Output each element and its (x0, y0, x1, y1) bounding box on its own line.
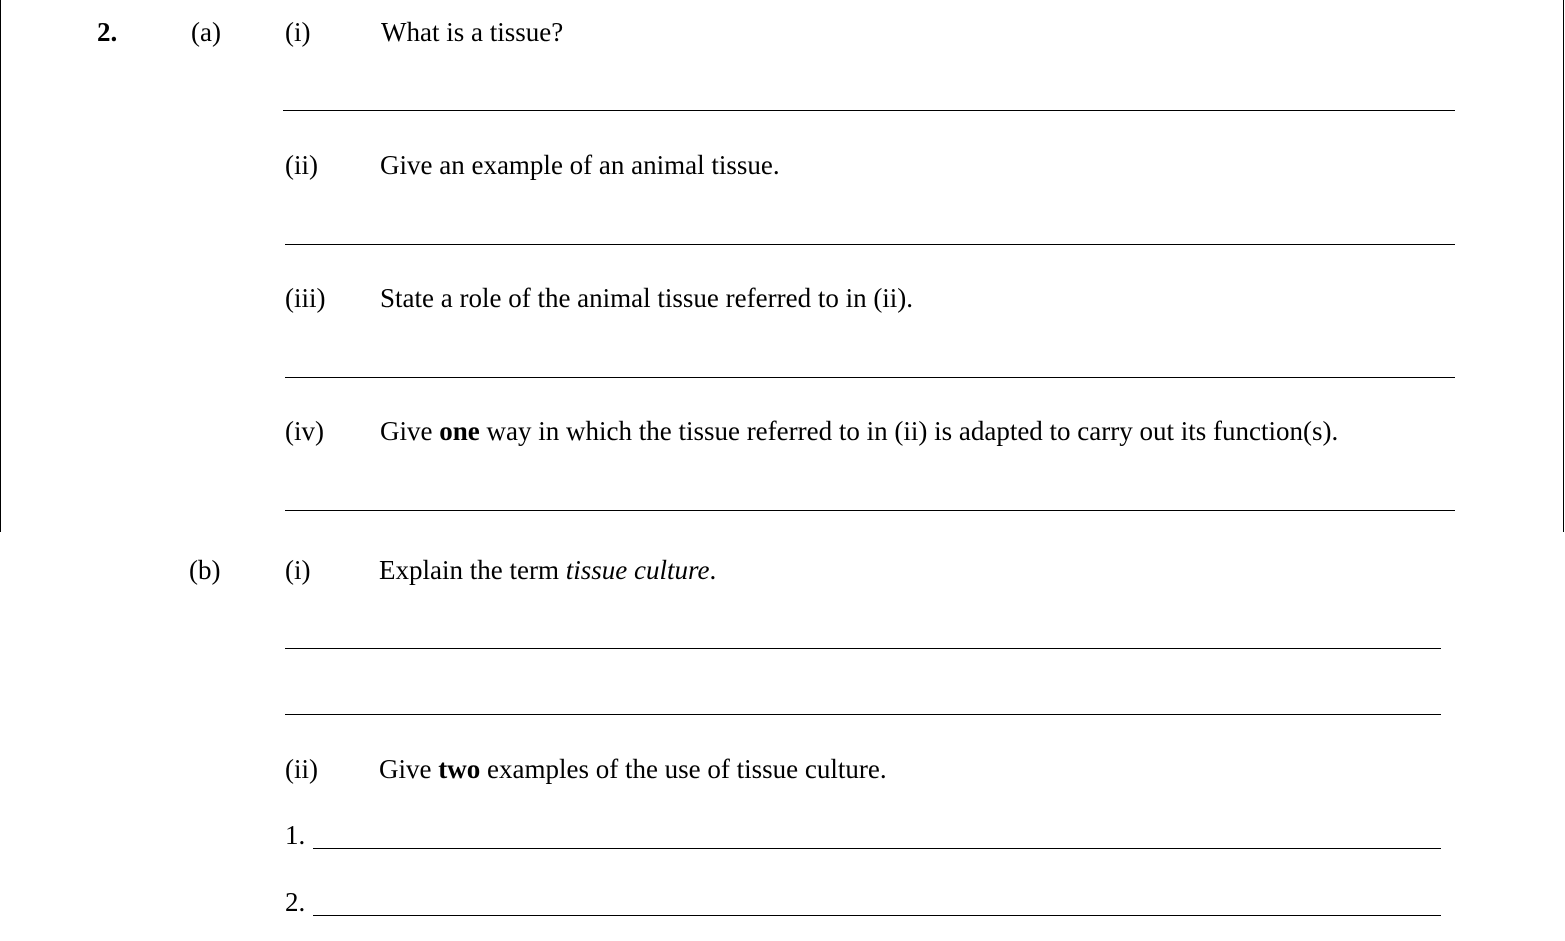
part-a-i-label: (i) (285, 17, 311, 47)
part-b-ii-text-before: Give (379, 754, 439, 784)
part-b-i-label: (i) (285, 555, 311, 585)
part-b-ii-text-after: examples of the use of tissue culture. (480, 754, 887, 784)
page-right-border (1563, 0, 1564, 532)
part-a-iv-label: (iv) (285, 416, 324, 446)
part-a-iv-question (380, 418, 1338, 445)
part-b-i-text-after: . (709, 555, 717, 585)
answer-number-1: 1. (285, 820, 306, 850)
part-b-i-question (379, 557, 716, 584)
part-a-iv-text-after: way in which the tissue referred to in (ii) is adapted to carry out its function(s). (479, 416, 1339, 446)
answer-line-a-ii[interactable] (285, 244, 1455, 245)
part-a-label: (a) (191, 17, 221, 47)
answer-line-a-iv[interactable] (285, 510, 1455, 511)
answer-line-a-i[interactable] (283, 110, 1455, 111)
answer-line-a-iii[interactable] (285, 377, 1455, 378)
page-left-border (0, 0, 1, 532)
part-b-label: (b) (189, 555, 221, 585)
part-b-ii-bold: two (438, 754, 481, 784)
question-number: 2. (97, 17, 118, 47)
answer-number-2: 2. (285, 887, 306, 917)
part-a-i-question: What is a tissue? (381, 17, 564, 47)
part-a-ii-label: (ii) (285, 150, 318, 180)
part-a-iii-label: (iii) (285, 283, 326, 313)
answer-line-b-ii-2[interactable] (313, 915, 1441, 916)
answer-line-b-i-2[interactable] (285, 714, 1441, 715)
part-a-iii-question: State a role of the animal tissue referred to in (ii). (380, 283, 914, 313)
part-b-i-text-before: Explain the term (379, 555, 566, 585)
answer-line-b-ii-1[interactable] (313, 848, 1441, 849)
part-a-ii-question: Give an example of an animal tissue. (380, 150, 780, 180)
part-b-ii-label: (ii) (285, 754, 318, 784)
answer-line-b-i-1[interactable] (285, 648, 1441, 649)
part-a-iv-text-before: Give (380, 416, 440, 446)
part-b-ii-question (379, 756, 887, 783)
part-b-i-italic: tissue culture (565, 555, 710, 585)
part-a-iv-bold: one (439, 416, 480, 446)
